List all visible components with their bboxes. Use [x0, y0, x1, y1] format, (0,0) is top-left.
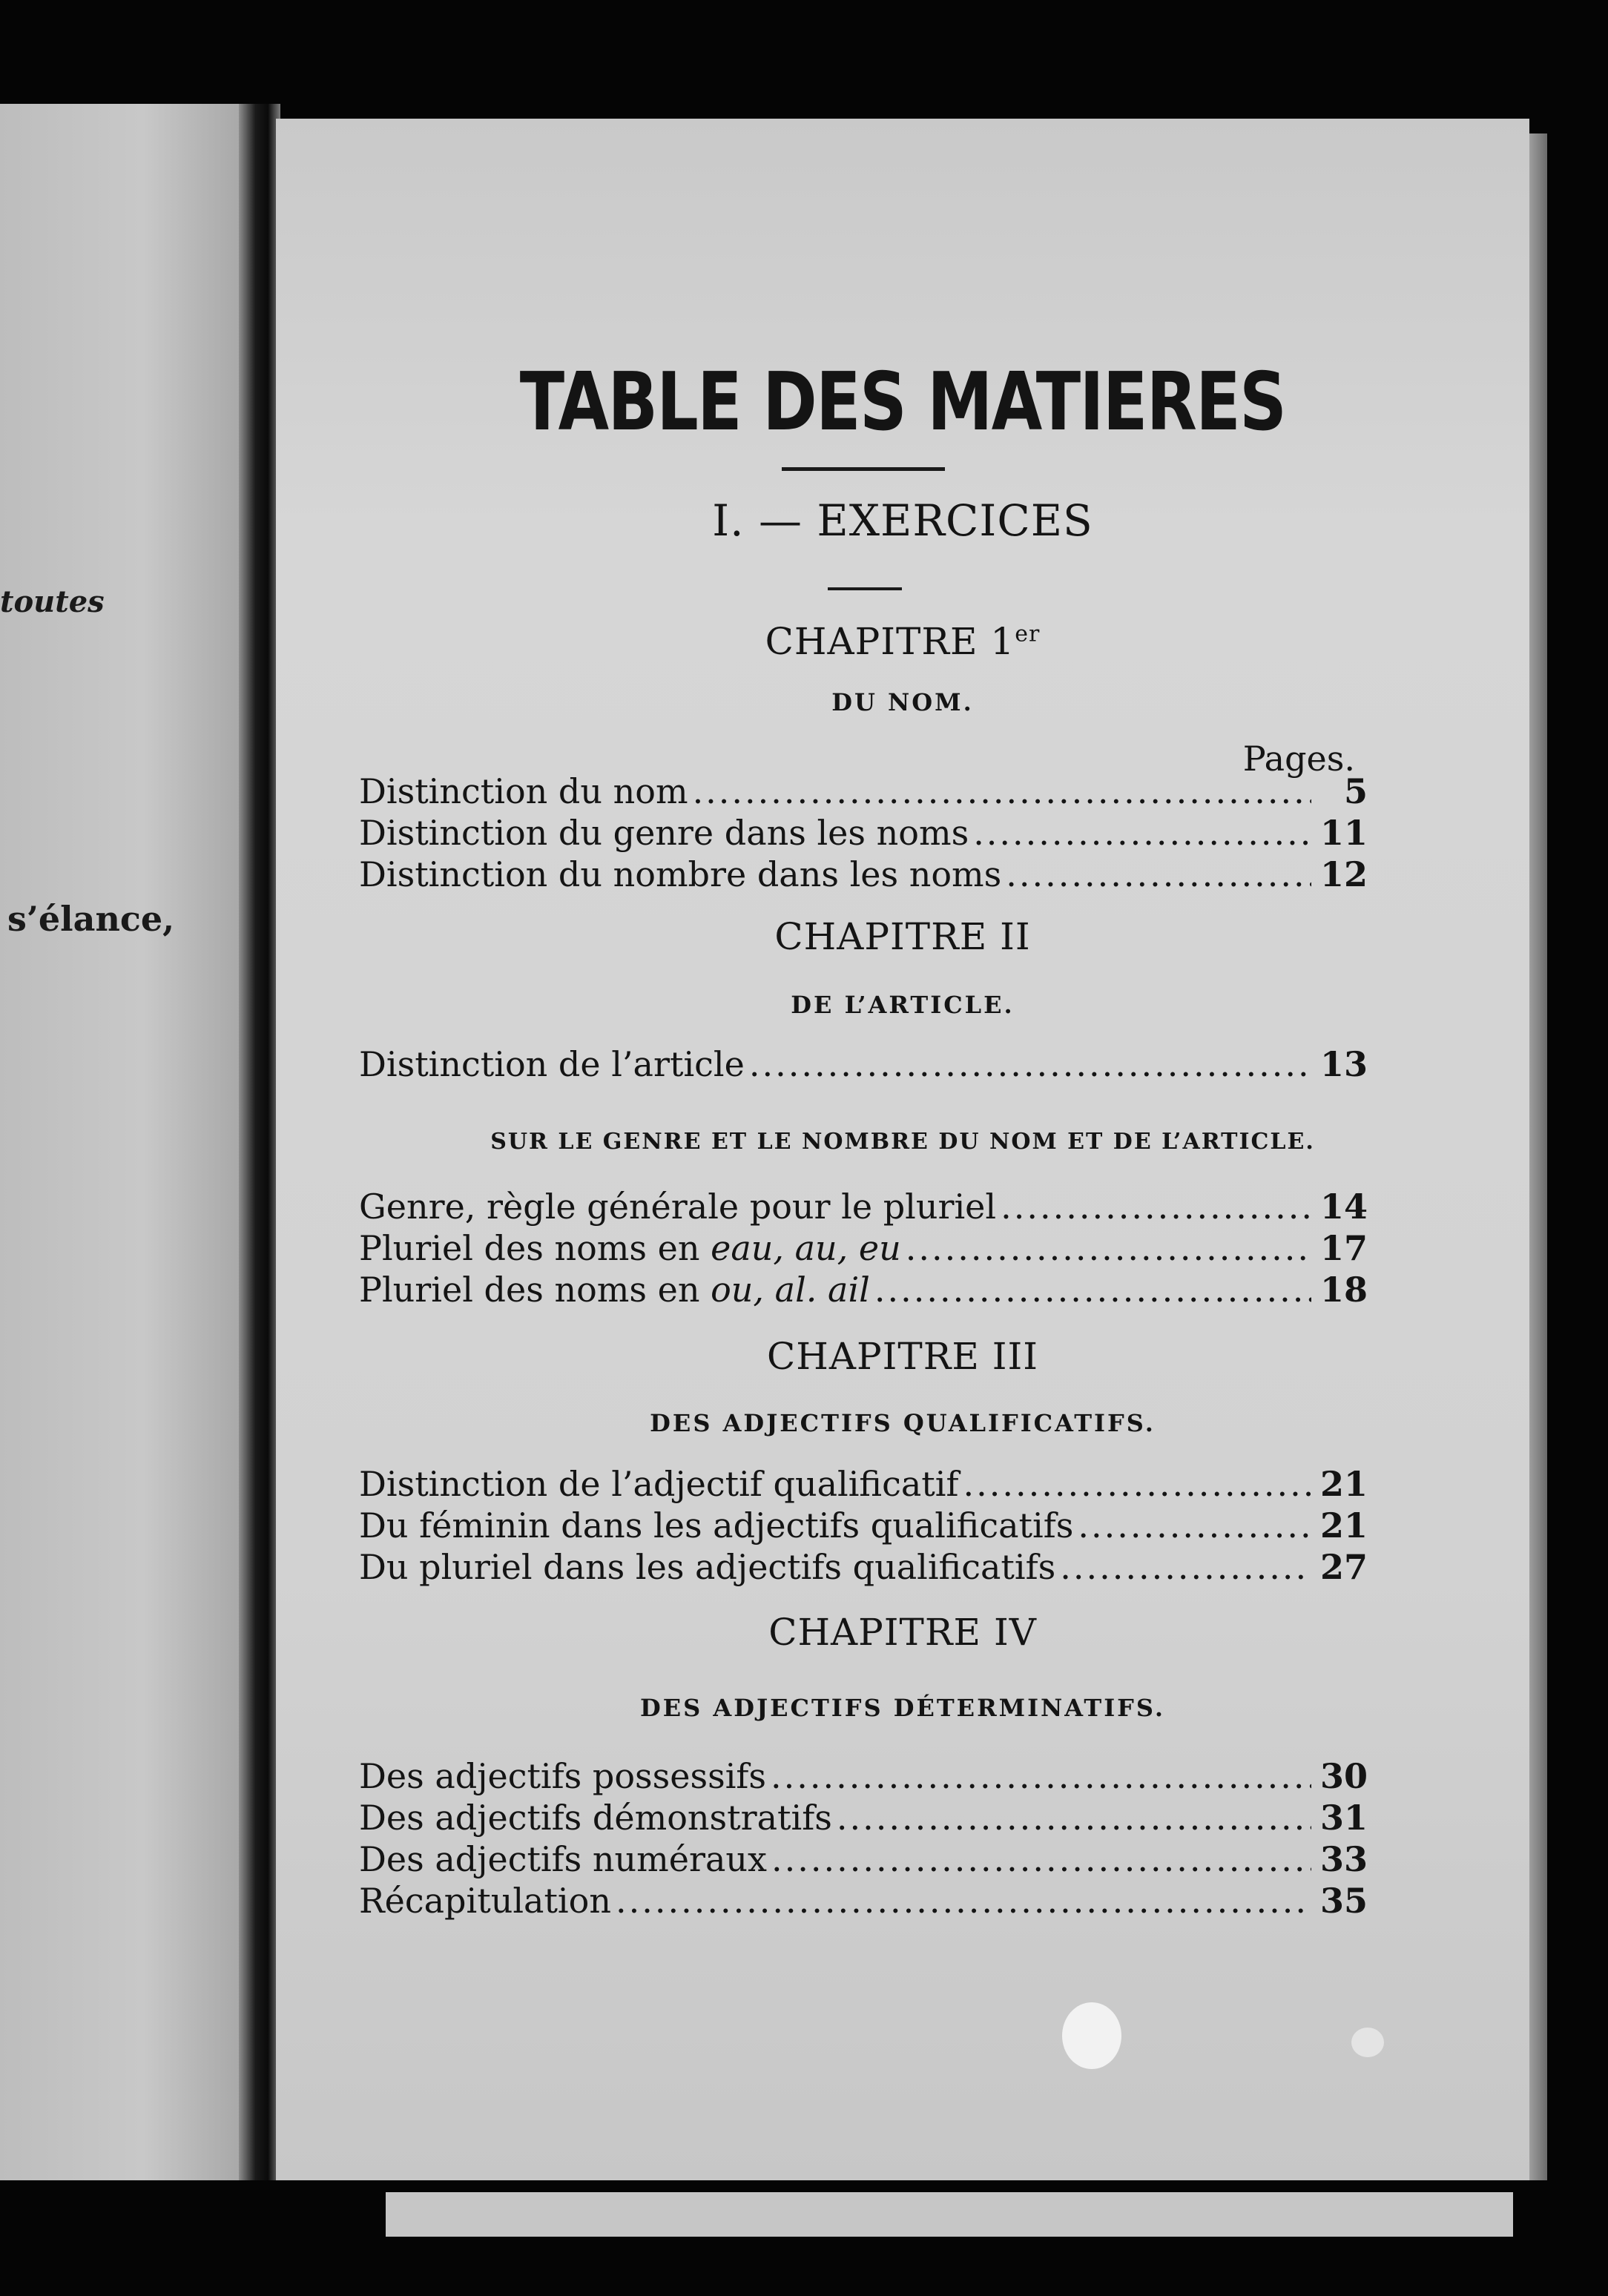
toc-entry-page: 33 — [1319, 1839, 1368, 1879]
toc-entry-label: Des adjectifs démonstratifs — [359, 1798, 832, 1838]
toc-entry-label: Distinction du nombre dans les noms — [359, 854, 1002, 894]
toc-entry-label: Pluriel des noms en eau, au, eu — [359, 1228, 901, 1268]
toc-entry-page: 30 — [1319, 1756, 1368, 1796]
toc-entry[interactable] — [359, 854, 1368, 896]
toc-entry[interactable] — [359, 1187, 1368, 1228]
leader-dots — [771, 1756, 1311, 1796]
toc-entry-page: 11 — [1319, 813, 1368, 853]
facing-page-fragment: toutes — [0, 584, 105, 619]
toc-entry[interactable] — [359, 1044, 1368, 1086]
chapter-heading: CHAPITRE III — [766, 1335, 1038, 1378]
toc-entry-page: 13 — [1319, 1044, 1368, 1084]
chapter-heading: CHAPITRE II — [774, 915, 1031, 958]
leader-dots — [749, 1044, 1311, 1084]
toc-entry-page: 31 — [1319, 1798, 1368, 1838]
toc-entry-page: 5 — [1343, 771, 1368, 811]
page-edge — [1528, 133, 1547, 2180]
toc-entry-page: 12 — [1319, 854, 1368, 894]
page-title: TABLE DES MATIERES — [519, 356, 1286, 449]
leader-dots — [963, 1464, 1311, 1504]
leader-dots — [973, 813, 1311, 853]
toc-entry-label: Distinction de l’adjectif qualificatif — [359, 1464, 959, 1504]
leader-dots — [906, 1228, 1311, 1268]
toc-entry-label: Distinction du genre dans les noms — [359, 813, 969, 853]
toc-entry-page: 27 — [1319, 1547, 1368, 1587]
leader-dots — [693, 771, 1311, 811]
paper-stain — [1062, 2002, 1121, 2069]
toc-entry-page: 17 — [1319, 1228, 1368, 1268]
toc-entry[interactable] — [359, 1839, 1368, 1881]
toc-entry[interactable] — [359, 1505, 1368, 1547]
chapter-heading: CHAPITRE 1er — [765, 620, 1041, 663]
toc-entry[interactable] — [359, 1270, 1368, 1311]
section-heading: I. — EXERCICES — [712, 495, 1093, 546]
chapter-subtitle: DE L’ARTICLE. — [791, 991, 1015, 1019]
page-bottom-edge — [386, 2192, 1513, 2237]
toc-entry-label: Du pluriel dans les adjectifs qualificatifs — [359, 1547, 1056, 1587]
toc-entry[interactable] — [359, 1228, 1368, 1270]
book-gutter — [239, 104, 280, 2180]
paper-stain — [1351, 2028, 1384, 2057]
facing-page — [0, 104, 239, 2180]
toc-entry-label: Genre, règle générale pour le pluriel — [359, 1187, 997, 1227]
toc-entry[interactable] — [359, 1798, 1368, 1839]
leader-dots — [1078, 1505, 1311, 1545]
divider — [782, 467, 945, 471]
toc-entry[interactable] — [359, 813, 1368, 854]
leader-dots — [1006, 854, 1311, 894]
toc-entry-label: Pluriel des noms en ou, al. ail — [359, 1270, 870, 1310]
toc-entry-page: 18 — [1319, 1270, 1368, 1310]
section-subtitle: SUR LE GENRE ET LE NOMBRE DU NOM ET DE L’ARTICLE. — [490, 1129, 1315, 1155]
chapter-subtitle: DU NOM. — [831, 688, 974, 716]
toc-entry[interactable] — [359, 1881, 1368, 1922]
leader-dots — [874, 1270, 1311, 1310]
divider — [828, 587, 902, 590]
toc-entry[interactable] — [359, 1547, 1368, 1589]
toc-entry-label: Distinction de l’article — [359, 1044, 745, 1084]
toc-entry-label: Récapitulation — [359, 1881, 611, 1921]
leader-dots — [1060, 1547, 1311, 1587]
leader-dots — [837, 1798, 1311, 1838]
toc-entry-page: 21 — [1319, 1464, 1368, 1504]
leader-dots — [1001, 1187, 1311, 1227]
chapter-subtitle: DES ADJECTIFS DÉTERMINATIFS. — [640, 1694, 1165, 1722]
table-of-contents-page — [276, 119, 1529, 2180]
toc-entry[interactable] — [359, 1464, 1368, 1505]
leader-dots — [771, 1839, 1311, 1879]
toc-entry-page: 21 — [1319, 1505, 1368, 1545]
chapter-subtitle: DES ADJECTIFS QUALIFICATIFS. — [650, 1409, 1156, 1437]
toc-entry-page: 14 — [1319, 1187, 1368, 1227]
facing-page-fragment: s’élance, — [7, 899, 175, 939]
toc-entry[interactable] — [359, 771, 1368, 813]
toc-entry-label: Des adjectifs possessifs — [359, 1756, 767, 1796]
leader-dots — [616, 1881, 1311, 1921]
toc-entry-label: Distinction du nom — [359, 771, 688, 811]
chapter-heading: CHAPITRE IV — [768, 1611, 1037, 1654]
toc-entry-page: 35 — [1319, 1881, 1368, 1921]
toc-entry-label: Du féminin dans les adjectifs qualificatifs — [359, 1505, 1074, 1545]
toc-entry-label: Des adjectifs numéraux — [359, 1839, 767, 1879]
pages-column-label: Pages. — [1242, 739, 1355, 779]
toc-entry[interactable] — [359, 1756, 1368, 1798]
